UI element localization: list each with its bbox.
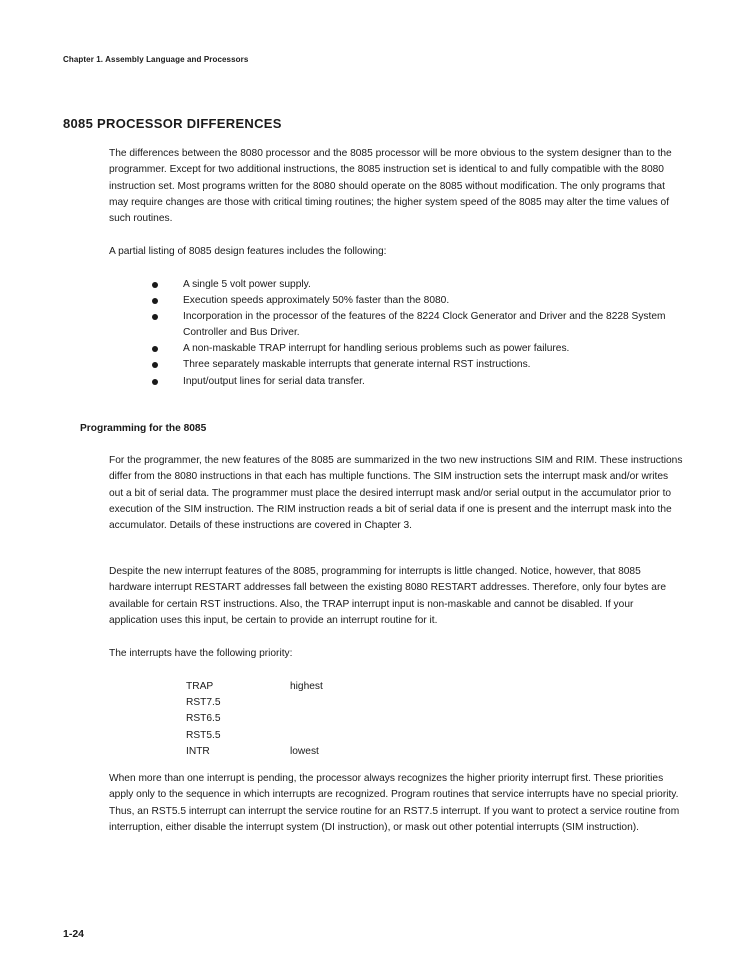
priority-table xyxy=(186,679,323,760)
priority-row xyxy=(186,695,323,711)
priority-level: lowest xyxy=(290,745,319,757)
feature-item: Three separately maskable interrupts that generate internal RST instructions. xyxy=(152,357,692,373)
priority-row xyxy=(186,679,323,695)
feature-item: Input/output lines for serial data transfer. xyxy=(152,374,692,390)
interrupt-name: TRAP xyxy=(186,681,214,692)
interrupt-name: RST7.5 xyxy=(186,697,221,709)
priority-level: highest xyxy=(290,681,323,692)
running-head: Chapter 1. Assembly Language and Processors xyxy=(63,55,249,64)
subsection-title: Programming for the 8085 xyxy=(80,423,207,434)
interrupt-name: INTR xyxy=(186,745,210,757)
features-intro: A partial listing of 8085 design features includes the following: xyxy=(109,246,387,257)
feature-item: Incorporation in the processor of the features of the 8224 Clock Generator and Driver and the 8228 System Controller and Bus Driver. xyxy=(152,309,692,341)
intro-paragraph: The differences between the 8080 processor and the 8085 processor will be more obvious to the system designer than to the programmer. Except for two additional instructions, the 8085 instruction set is identical to and fully compatible with the 8080 instruction set. Most programs written for the 8080 should operate on the 8085 without modification. The only programs that may require changes are those with critical timing routines; the higher system speed of the 8085 may alter the time values of such routines. xyxy=(109,148,672,225)
features-list xyxy=(152,277,692,390)
feature-item: Execution speeds approximately 50% faster than the 8080. xyxy=(152,293,692,309)
interrupt-name: RST6.5 xyxy=(186,713,221,725)
programming-paragraph-1: For the programmer, the new features of the 8085 are summarized in the two new instructions SIM and RIM. These instructions differ from the 8080 instructions in that each has multiple functions. The SIM instruction sets the interrupt mask and/or writes out a bit of serial data. The programmer must place the desired interrupt mask and/or serial output in the accumulator prior to execution of the SIM instruction. The RIM instruction reads a bit of serial data if one is present and the interrupt mask into the accumulator. Details of these instructions are covered in Chapter 3. xyxy=(109,455,683,532)
priority-row xyxy=(186,744,323,760)
section-title: 8085 PROCESSOR DIFFERENCES xyxy=(63,116,282,131)
closing-paragraph: When more than one interrupt is pending, the processor always recognizes the higher priority interrupt first. These priorities apply only to the sequence in which interrupts are recognized. Program routines that service interrupts have no special priority. Thus, an RST5.5 interrupt can interrupt the service routine for an RST7.5 interrupt. If you want to protect a service routine from interruption, either disable the interrupt system (DI instruction), or mask out other potential interrupts (SIM instruction). xyxy=(109,773,680,833)
priority-intro: The interrupts have the following priority: xyxy=(109,648,293,659)
priority-row xyxy=(186,711,323,727)
priority-row xyxy=(186,728,323,744)
interrupt-name: RST5.5 xyxy=(186,729,221,741)
programming-paragraph-2: Despite the new interrupt features of the 8085, programming for interrupts is little changed. Notice, however, that 8085 hardware interrupt RESTART addresses fall between the existing 8080 RESTART addresses. Therefore, only four bytes are available for certain RST instructions. Also, the TRAP interrupt input is non-maskable and cannot be disabled. If your application uses this input, be certain to provide an interrupt routine for it. xyxy=(109,566,667,626)
feature-item: A non-maskable TRAP interrupt for handling serious problems such as power failures. xyxy=(152,341,692,357)
page-number: 1-24 xyxy=(63,928,85,940)
feature-item: A single 5 volt power supply. xyxy=(152,277,692,293)
